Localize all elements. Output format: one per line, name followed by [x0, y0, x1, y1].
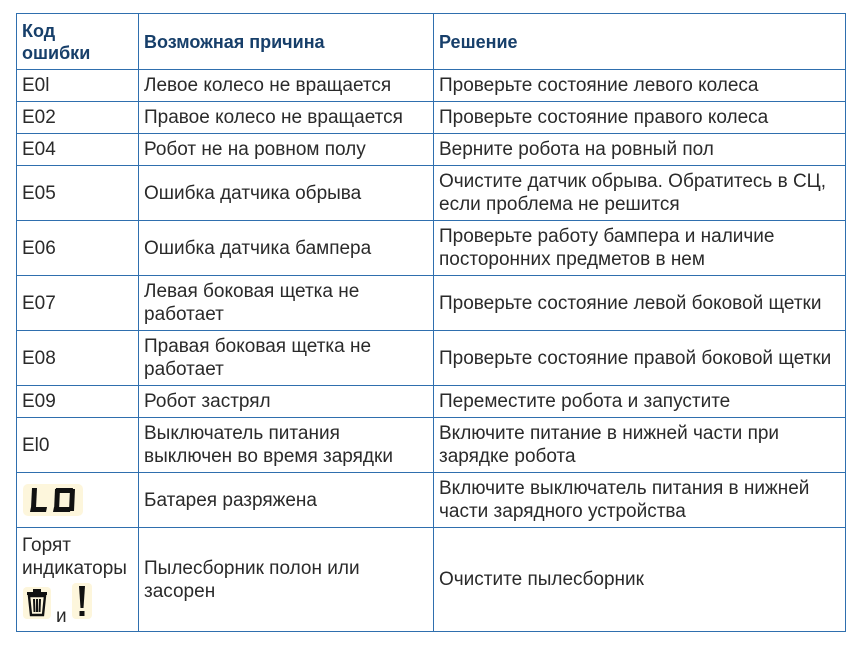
error-cause: Левая боковая щетка не работает	[139, 276, 434, 331]
header-code	[17, 14, 139, 70]
error-solution: Проверьте состояние правой боковой щетки	[434, 331, 846, 386]
error-cause: Батарея разряжена	[139, 473, 434, 528]
error-solution: Очистите пылесборник	[434, 528, 846, 632]
error-solution: Включите выключатель питания в нижней части зарядного устройства	[434, 473, 846, 528]
error-solution: Верните робота на ровный пол	[434, 134, 846, 166]
error-solution: Проверьте работу бампера и наличие посторонних предметов в нем	[434, 221, 846, 276]
error-cause: Пылесборник полон или засорен	[139, 528, 434, 632]
error-code: E07	[17, 276, 139, 331]
error-code: E08	[17, 331, 139, 386]
error-code: E04	[17, 134, 139, 166]
error-solution: Проверьте состояние правого колеса	[434, 102, 846, 134]
error-solution: Проверьте состояние левого колеса	[434, 70, 846, 102]
table-row	[17, 418, 846, 473]
indicators-text: Горят индикаторы	[22, 534, 127, 579]
header-solution: Решение	[434, 14, 846, 70]
error-code-table	[16, 13, 846, 632]
error-cause: Выключатель питания выключен во время зарядки	[139, 418, 434, 473]
table-row	[17, 528, 846, 632]
error-code: E09	[17, 386, 139, 418]
table-row	[17, 166, 846, 221]
error-cause: Ошибка датчика бампера	[139, 221, 434, 276]
table-row	[17, 473, 846, 528]
indicators-and: и	[56, 605, 67, 627]
error-cause: Робот не на ровном полу	[139, 134, 434, 166]
error-cause: Левое колесо не вращается	[139, 70, 434, 102]
table-header-row	[17, 14, 846, 70]
error-cause: Правое колесо не вращается	[139, 102, 434, 134]
seven-segment-lo-icon	[22, 483, 84, 517]
error-solution: Включите питание в нижней части при зарядке робота	[434, 418, 846, 473]
table-row	[17, 70, 846, 102]
error-cause: Робот застрял	[139, 386, 434, 418]
header-code-line1: Код	[22, 20, 56, 41]
error-solution: Очистите датчик обрыва. Обратитесь в СЦ, если проблема не решится	[434, 166, 846, 221]
table-row	[17, 134, 846, 166]
table-row	[17, 276, 846, 331]
trash-bin-icon	[22, 584, 52, 626]
error-code: El0	[17, 418, 139, 473]
error-code: E0l	[17, 70, 139, 102]
error-code: E06	[17, 221, 139, 276]
table-row	[17, 221, 846, 276]
indicator-icons	[22, 582, 134, 626]
error-cause: Правая боковая щетка не работает	[139, 331, 434, 386]
error-code: E02	[17, 102, 139, 134]
header-cause: Возможная причина	[139, 14, 434, 70]
error-code-indicators	[17, 528, 139, 632]
header-code-line2: ошибки	[22, 42, 91, 63]
error-code-table-container	[16, 13, 846, 632]
error-solution: Проверьте состояние левой боковой щетки	[434, 276, 846, 331]
error-code-display	[17, 473, 139, 528]
error-solution: Переместите робота и запустите	[434, 386, 846, 418]
table-row	[17, 102, 846, 134]
error-code: E05	[17, 166, 139, 221]
table-row	[17, 331, 846, 386]
exclamation-icon	[71, 582, 93, 626]
error-cause: Ошибка датчика обрыва	[139, 166, 434, 221]
table-row	[17, 386, 846, 418]
